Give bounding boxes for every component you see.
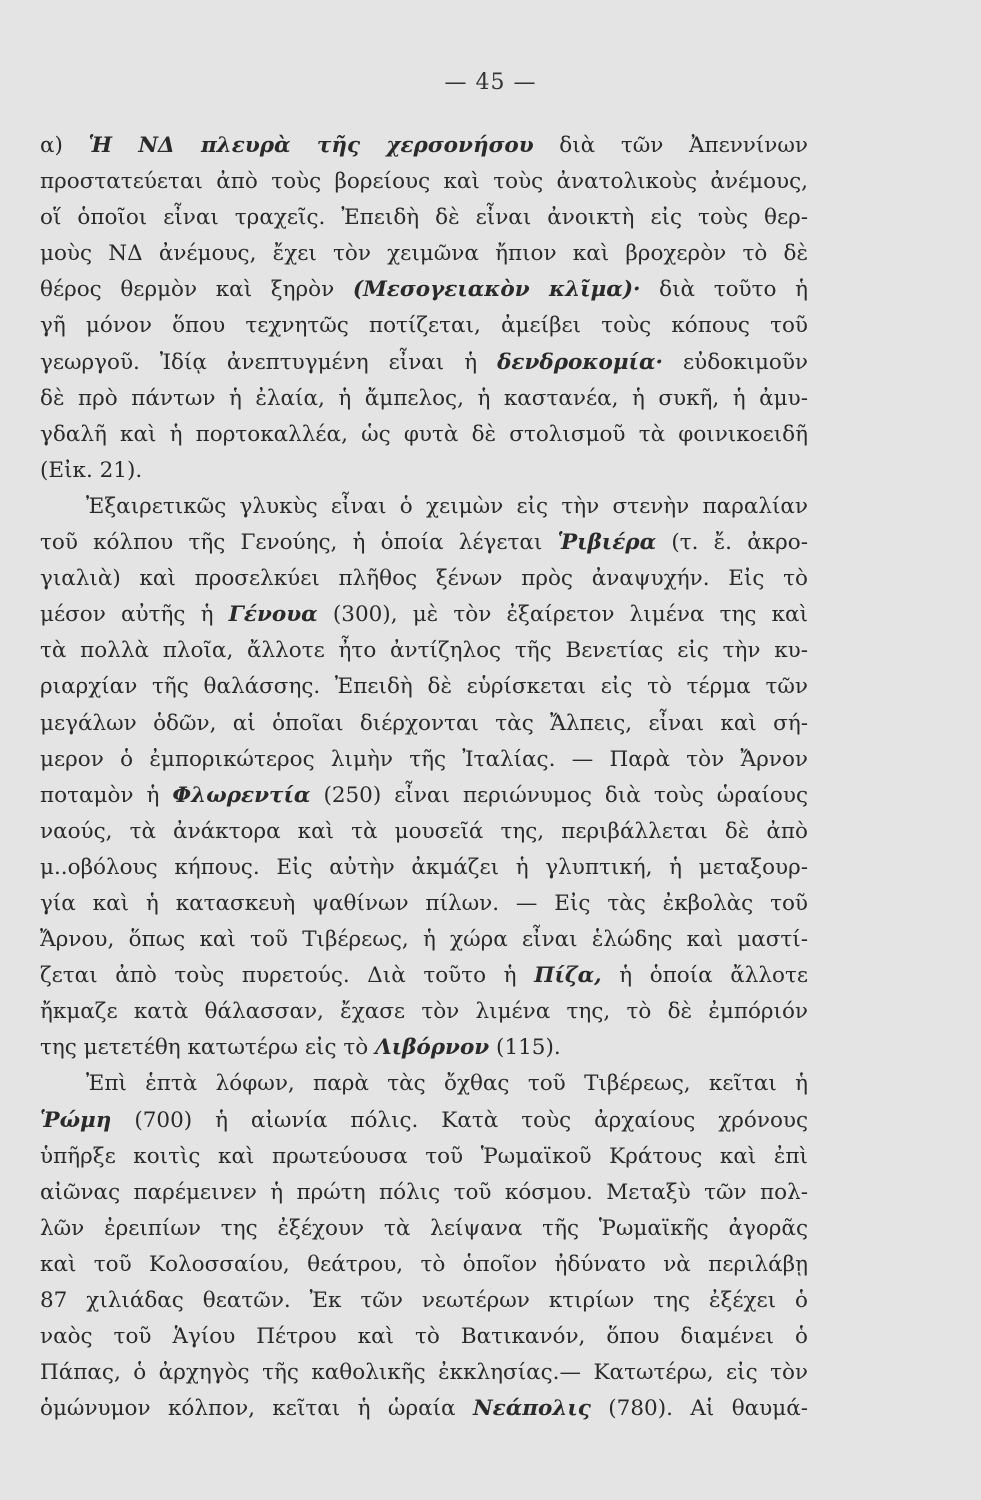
text-run: μερον ὁ ἐμπορικώτερος λιμὴν τῆς Ἰταλίας. — Παρὰ τὸν Ἄρνον: [40, 746, 808, 772]
text-run: της μετετέθη κατωτέρω εἰς τὸ: [40, 1035, 376, 1061]
text-run: (Εἰκ. 21).: [40, 457, 143, 483]
text-run: οἵ ὁποῖοι εἶναι τραχεῖς. Ἐπειδὴ δὲ εἶναι ἀνοικτὴ εἰς τοὺς θερ-: [40, 205, 808, 231]
text-run: ὁμώνυμον κόλπον, κεῖται ἡ ὡραία: [40, 1396, 473, 1422]
text-line: [40, 597, 808, 633]
text-line: [40, 200, 808, 236]
text-run: Ἄρνου, ὅπως καὶ τοῦ Τιβέρεως, ἡ χώρα εἶναι ἑλώδης καὶ μαστί-: [40, 927, 808, 953]
text-line: [40, 345, 808, 381]
text-line: [40, 1319, 808, 1355]
text-run: εὐδοκιμοῦν: [663, 349, 809, 375]
text-line: [40, 236, 808, 272]
text-line: [40, 1391, 808, 1427]
text-run: 87 χιλιάδας θεατῶν. Ἐκ τῶν νεωτέρων κτιρίων της ἐξέχει ὁ: [40, 1288, 808, 1313]
text-run: Πάπας, ὁ ἀρχηγὸς τῆς καθολικῆς ἐκκλησίας.— Κατωτέρω, εἰς τὸν: [40, 1360, 808, 1386]
text-run: (250) εἶναι περιώνυμος διὰ τοὺς ὡραίους: [310, 782, 808, 808]
emphasized-term: Λιβόρνον: [375, 1035, 490, 1061]
text-run: μ..οβόλους κήπους. Εἰς αὐτὴν ἀκμάζει ἡ γλυπτική, ἡ μεταξουρ-: [40, 854, 808, 880]
text-run: θέρος θερμὸν καὶ ξηρὸν: [40, 277, 353, 303]
text-line: [40, 453, 808, 489]
emphasized-term: Ἡ ΝΔ πλευρὰ τῆς χερσονήσου: [88, 133, 534, 158]
text-run: (780). Αἱ θαυμά-: [590, 1396, 808, 1422]
text-line: [40, 1103, 808, 1139]
text-line: [40, 706, 808, 742]
emphasized-term: Ῥώμη: [40, 1107, 112, 1133]
text-run: ναούς, τὰ ἀνάκτορα καὶ τὰ μουσεῖά της, περιβάλλεται δὲ ἀπὸ: [40, 818, 808, 844]
text-line: [40, 128, 808, 164]
emphasized-term: δενδροκομία·: [497, 349, 663, 375]
emphasized-term: Ῥιβιέρα: [557, 530, 657, 556]
body-text: [40, 128, 808, 1427]
text-line: [40, 164, 808, 200]
text-run: ναὸς τοῦ Ἁγίου Πέτρου καὶ τὸ Βατικανόν, ὅπου διαμένει ὁ: [40, 1324, 808, 1350]
text-line: [40, 1211, 808, 1247]
text-line: [40, 633, 808, 669]
emphasized-term: Πίζα,: [534, 963, 602, 989]
text-line: [40, 669, 808, 705]
text-run: γιαλιὰ) καὶ προσελκύει πλῆθος ξένων πρὸς ἀναψυχήν. Εἰς τὸ: [40, 566, 808, 592]
text-run: καὶ τοῦ Κολοσσαίου, θεάτρου, τὸ ὁποῖον ἠδύνατο νὰ περιλάβῃ: [40, 1251, 808, 1277]
text-line: [40, 742, 808, 778]
emphasized-term: Νεάπολις: [472, 1396, 591, 1422]
text-line: [40, 1175, 808, 1211]
text-run: (700) ἡ αἰωνία πόλις. Κατὰ τοὺς ἀρχαίους χρόνους: [111, 1107, 808, 1133]
text-line: [40, 272, 808, 308]
text-run: τὰ πολλὰ πλοῖα, ἄλλοτε ἦτο ἀντίζηλος τῆς Βενετίας εἰς τὴν κυ-: [40, 638, 808, 664]
text-line: [40, 814, 808, 850]
text-run: διὰ τοῦτο ἡ: [640, 277, 808, 303]
text-line: [40, 886, 808, 922]
text-run: γδαλῆ καὶ ἡ πορτοκαλλέα, ὡς φυτὰ δὲ στολισμοῦ τὰ φοινικοειδῆ: [40, 421, 808, 447]
text-run: μοὺς ΝΔ ἀνέμους, ἔχει τὸν χειμῶνα ἤπιον καὶ βροχερὸν τὸ δὲ: [40, 241, 808, 267]
text-run: μέσον αὐτῆς ἡ: [40, 602, 229, 628]
text-line: [40, 1247, 808, 1283]
text-line: [40, 561, 808, 597]
text-run: (115).: [489, 1035, 561, 1061]
text-run: ζεται ἀπὸ τοὺς πυρετούς. Διὰ τοῦτο ἡ: [40, 963, 535, 989]
text-run: Ἐπὶ ἑπτὰ λόφων, παρὰ τὰς ὄχθας τοῦ Τιβέρεως, κεῖται ἡ: [86, 1071, 808, 1097]
page-number: — 45 —: [444, 70, 537, 95]
text-line: [40, 778, 808, 814]
text-run: ἡ ὁποία ἄλλοτε: [601, 963, 808, 989]
text-line: [40, 381, 808, 417]
text-line: [40, 994, 808, 1030]
text-run: ριαρχίαν τῆς θαλάσσης. Ἐπειδὴ δὲ εὑρίσκεται εἰς τὸ τέρμα τῶν: [40, 674, 808, 700]
text-line: [40, 308, 808, 344]
text-run: γεωργοῦ. Ἰδίᾳ ἀνεπτυγμένη εἶναι ἡ: [40, 349, 498, 375]
text-line: [40, 489, 808, 525]
text-line: [40, 958, 808, 994]
emphasized-term: Γένουα: [228, 602, 318, 628]
text-line: [40, 525, 808, 561]
text-line: [40, 1355, 808, 1391]
text-run: γία καὶ ἡ κατασκευὴ ψαθίνων πίλων. — Εἰς τὰς ἐκβολὰς τοῦ: [40, 890, 808, 916]
text-run: τοῦ κόλπου τῆς Γενούης, ἡ ὁποία λέγεται: [40, 530, 558, 556]
text-line: [40, 1283, 808, 1319]
text-run: γῆ μόνον ὅπου τεχνητῶς ποτίζεται, ἀμείβει τοὺς κόπους τοῦ: [40, 313, 808, 339]
text-line: [40, 417, 808, 453]
text-run: δὲ πρὸ πάντων ἡ ἐλαία, ἡ ἄμπελος, ἡ καστανέα, ἡ συκῆ, ἡ ἀμυ-: [40, 385, 808, 411]
text-run: προστατεύεται ἀπὸ τοὺς βορείους καὶ τοὺς ἀνατολικοὺς ἀνέμους,: [40, 169, 808, 195]
text-run: μεγάλων ὁδῶν, αἱ ὁποῖαι διέρχονται τὰς Ἄλπεις, εἶναι καὶ σή-: [40, 710, 808, 736]
text-line: [40, 1030, 808, 1066]
text-run: ποταμὸν ἡ: [40, 782, 173, 808]
text-line: [40, 922, 808, 958]
text-run: α): [40, 133, 89, 158]
text-run: (τ. ἔ. ἀκρο-: [656, 530, 809, 556]
emphasized-term: (Μεσογειακὸν κλῖμα)·: [352, 277, 641, 303]
text-run: λῶν ἐρειπίων της ἐξέχουν τὰ λείψανα τῆς Ῥωμαϊκῆς ἀγορᾶς: [40, 1215, 808, 1241]
text-line: [40, 1066, 808, 1102]
text-line: [40, 1139, 808, 1175]
text-line: [40, 850, 808, 886]
text-run: ἤκμαζε κατὰ θάλασσαν, ἔχασε τὸν λιμένα της, τὸ δὲ ἐμπόριόν: [40, 999, 808, 1025]
text-run: διὰ τῶν Ἀπεννίνων: [533, 133, 808, 158]
text-run: ὑπῆρξε κοιτὶς καὶ πρωτεύουσα τοῦ Ῥωμαϊκοῦ Κράτους καὶ ἐπὶ: [40, 1143, 808, 1169]
text-run: Ἐξαιρετικῶς γλυκὺς εἶναι ὁ χειμὼν εἰς τὴν στενὴν παραλίαν: [86, 493, 808, 519]
text-run: αἰῶνας παρέμεινεν ἡ πρώτη πόλις τοῦ κόσμου. Μεταξὺ τῶν πολ-: [40, 1179, 808, 1205]
text-run: (300), μὲ τὸν ἐξαίρετον λιμένα της καὶ: [317, 602, 808, 628]
emphasized-term: Φλωρεντία: [172, 782, 311, 808]
